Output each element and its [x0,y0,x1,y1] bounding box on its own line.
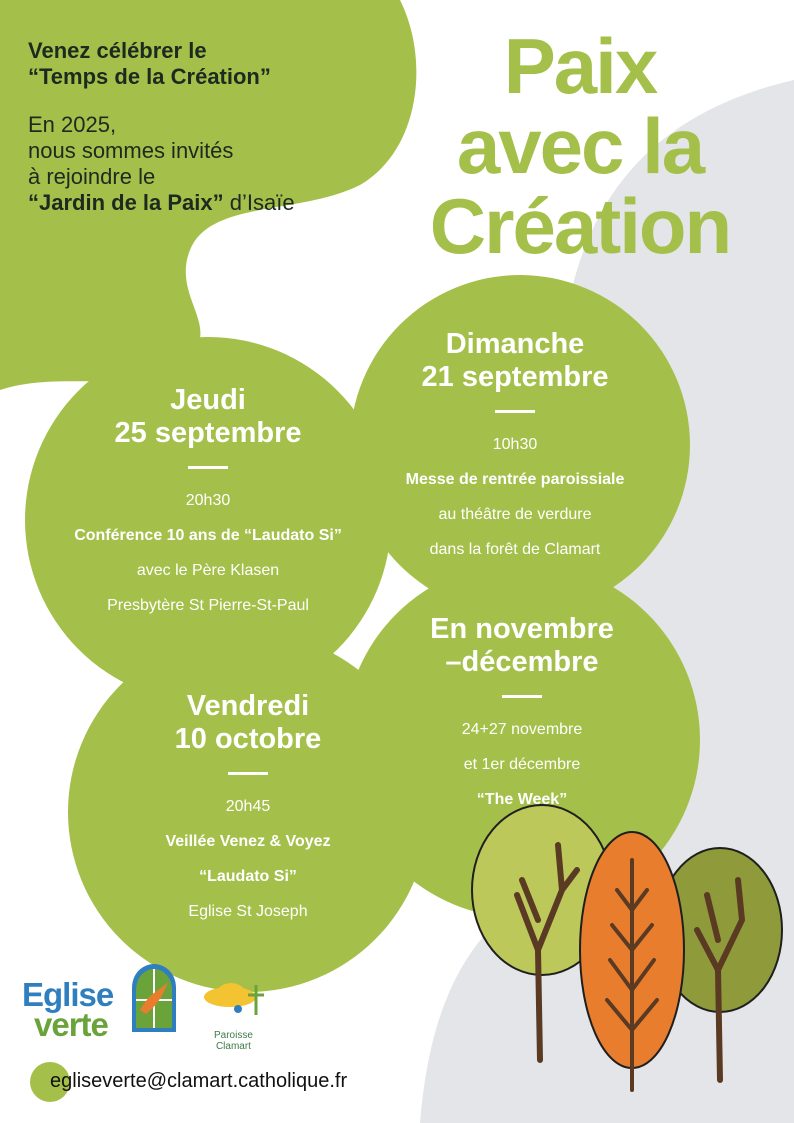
event-name: et 1er décembre [463,756,581,773]
divider [188,466,228,469]
event-line3: au théâtre de verdure [438,506,592,523]
intro-line3: En 2025, [28,112,117,137]
event-line3: avec le Père Klasen [136,562,280,579]
event-name: Messe de rentrée paroissiale [405,471,625,488]
event-title2: 10 octobre [174,723,322,755]
trees-illustration [462,800,794,1100]
event-time: 20h45 [225,798,271,815]
intro-line6 [28,190,295,216]
event-name: Veillée Venez & Voyez [165,833,331,850]
event-novembre [344,613,700,817]
clamart-text: Clamart [215,1041,251,1052]
event-title1: Vendredi [186,690,310,722]
stained-glass-icon [128,962,180,1032]
event-line4: Presbytère St Pierre-St-Paul [107,597,309,614]
event-dimanche [340,328,690,567]
event-title2: –décembre [445,646,599,678]
jardin-text: “Jardin de la Paix” [28,190,224,215]
page-headline [380,22,780,270]
intro-line2: “Temps de la Création” [28,64,271,89]
event-line3: “The Week” [476,791,568,808]
event-title1: En novembre [430,613,614,645]
intro-line5: à rejoindre le [28,164,156,189]
divider [502,695,542,698]
event-time: 10h30 [492,436,538,453]
intro-text [28,38,295,216]
divider [228,772,268,775]
event-jeudi [25,384,391,623]
headline-line1: Paix [503,22,657,110]
event-line4: dans la forêt de Clamart [429,541,601,558]
paroisse-text: Paroisse [214,1030,253,1041]
divider [495,410,535,413]
headline-line2: avec la [456,102,704,190]
event-time: 24+27 novembre [461,721,583,738]
event-title2: 21 septembre [421,361,609,393]
intro-line1: Venez célébrer le [28,38,207,63]
event-title1: Dimanche [445,328,585,360]
event-name: Conférence 10 ans de “Laudato Si” [74,527,342,544]
logo-verte-text: verte [34,1006,108,1043]
eglise-verte-logo [22,976,114,1043]
paroisse-logo-text [214,1030,253,1052]
contact-email[interactable]: egliseverte@clamart.catholique.fr [50,1070,348,1092]
event-time: 20h30 [185,492,231,509]
event-line4: Eglise St Joseph [188,903,308,920]
event-title2: 25 septembre [114,417,302,449]
headline-line3: Création [429,182,731,270]
paroisse-logo-icon [200,975,272,1025]
intro-line4: nous sommes invités [28,138,234,163]
event-title1: Jeudi [170,384,246,416]
logo-eglise-text: Eglise [22,976,114,1013]
isaie-text: d’Isaïe [223,190,295,215]
event-line3: “Laudato Si” [199,868,297,885]
